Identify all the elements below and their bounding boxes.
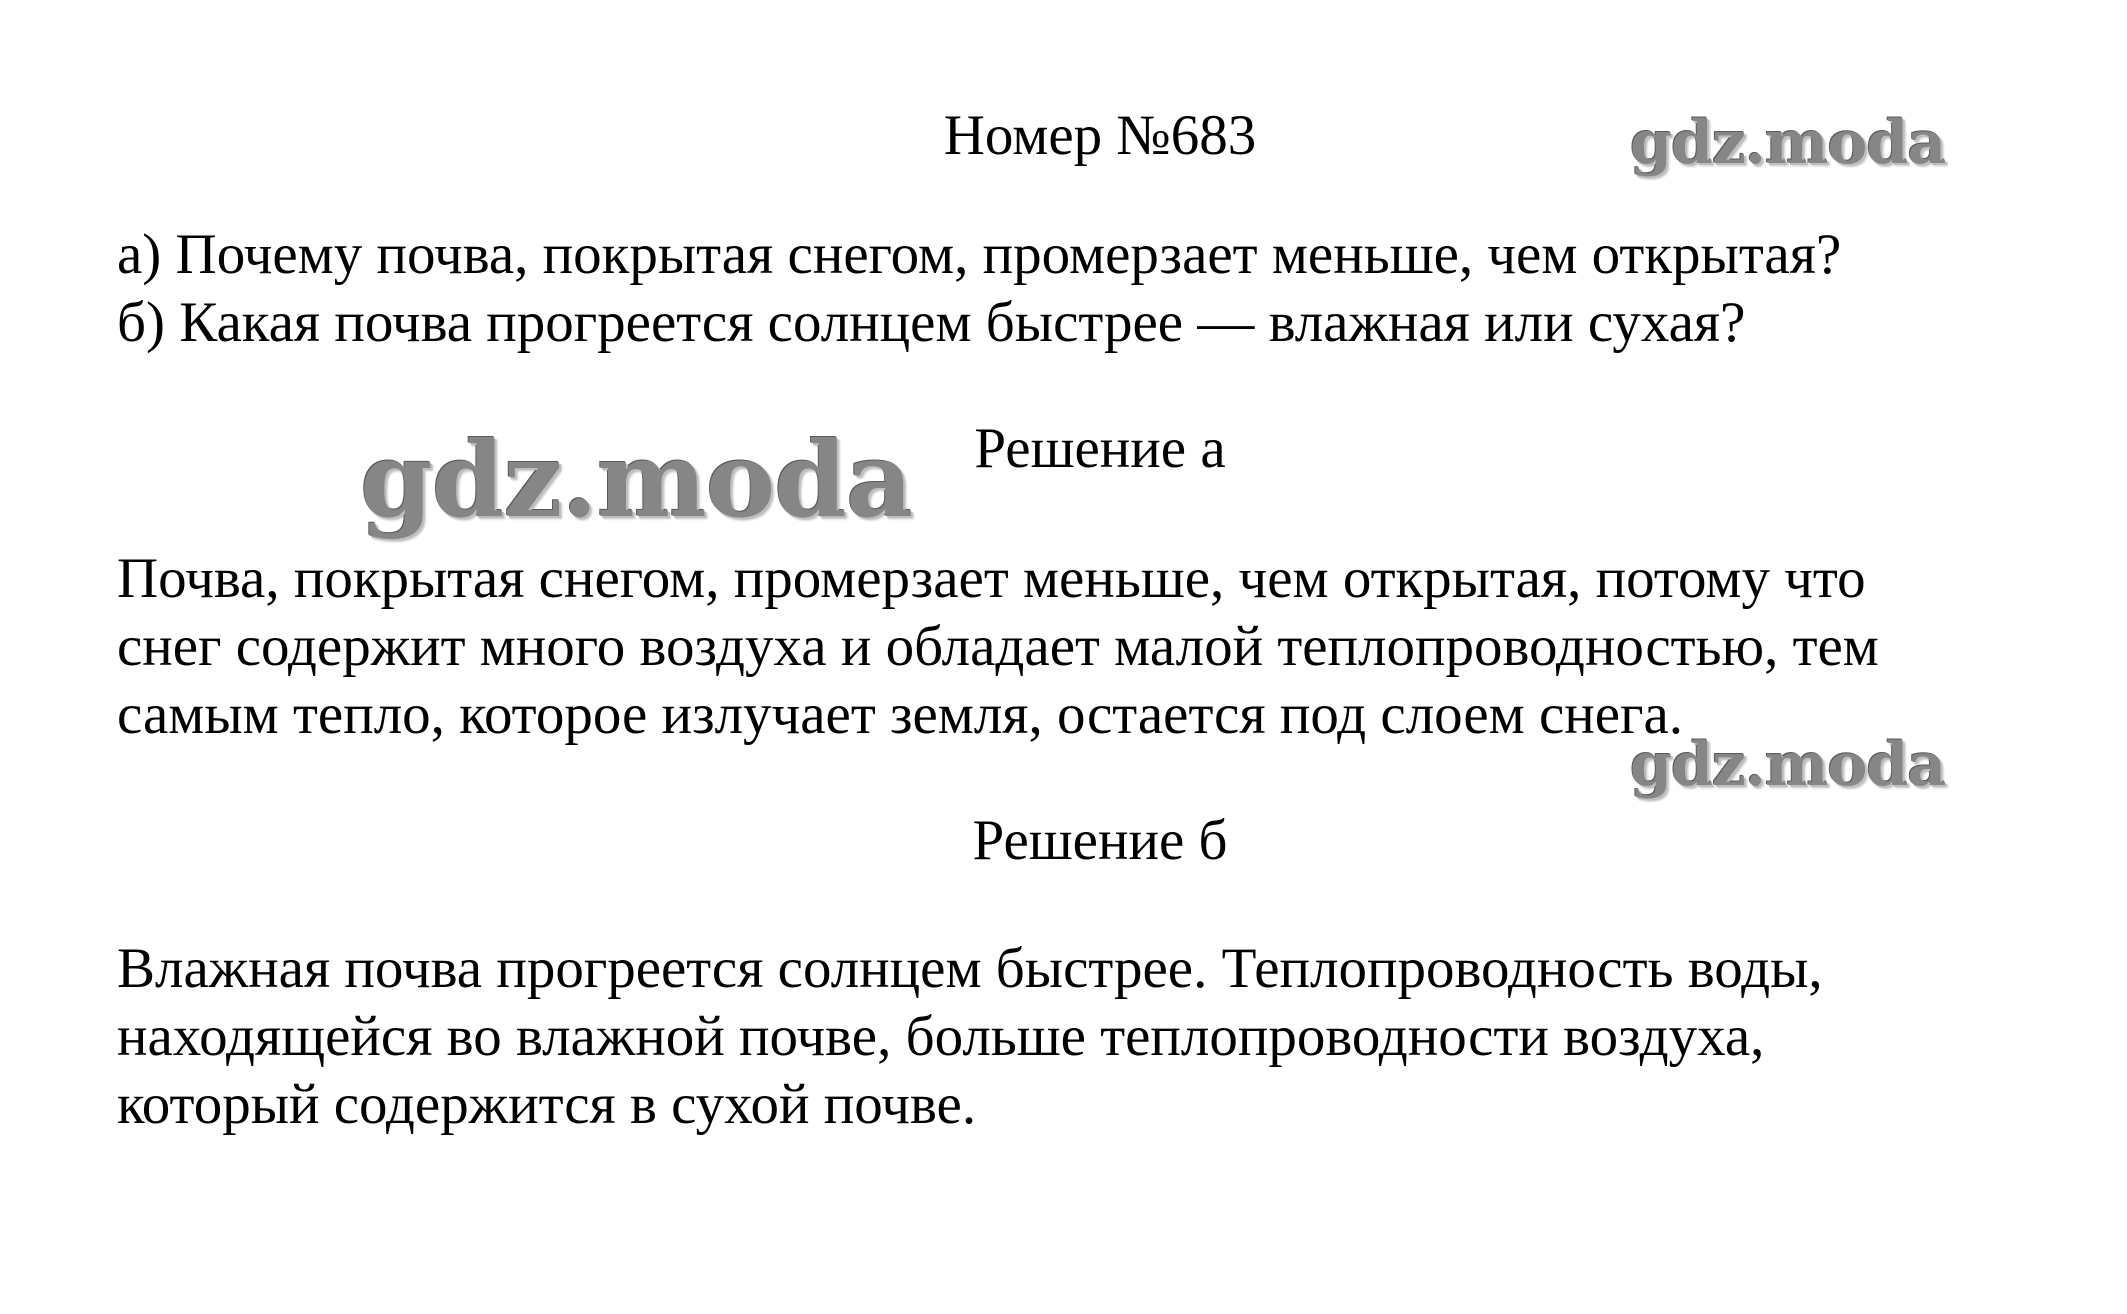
solution-b-line-2: находящейся во влажной почве, больше теплопроводности воздуха, — [117, 1005, 1765, 1068]
watermark-middle-left: gdz.moda — [360, 418, 913, 541]
watermark-top-right: gdz.moda — [1630, 108, 1946, 178]
solution-a-line-3: самым тепло, которое излучает земля, остается под слоем снега. — [117, 683, 1684, 746]
solution-a-line-2: снег содержит много воздуха и обладает малой теплопроводностью, тем — [117, 615, 1879, 678]
watermark-middle-right: gdz.moda — [1630, 730, 1946, 800]
solution-b-line-1: Влажная почва прогреется солнцем быстрее. Теплопроводность воды, — [117, 937, 1823, 1000]
question-b: б) Какая почва прогреется солнцем быстрее — влажная или сухая? — [117, 291, 1746, 354]
question-a: а) Почему почва, покрытая снегом, промерзает меньше, чем открытая? — [117, 223, 1842, 286]
solution-a-line-1: Почва, покрытая снегом, промерзает меньше, чем открытая, потому что — [117, 547, 1866, 610]
solution-a-heading: Решение а — [974, 417, 1226, 480]
solution-b-line-3: который содержится в сухой почве. — [117, 1073, 977, 1136]
solution-b-heading: Решение б — [972, 809, 1228, 872]
page-title: Номер №683 — [943, 104, 1257, 167]
